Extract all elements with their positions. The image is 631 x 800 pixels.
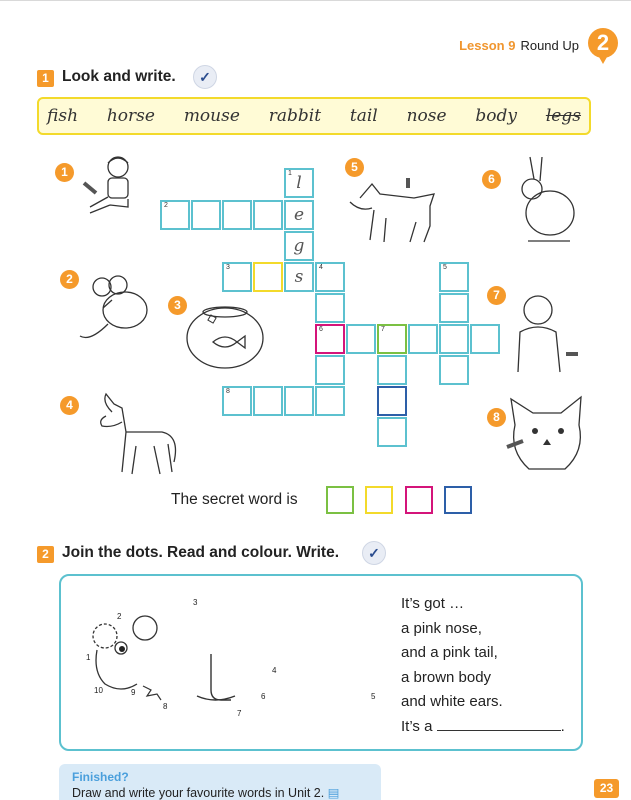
crossword-cell[interactable] <box>346 324 376 354</box>
riddle-text <box>401 592 565 739</box>
lesson-header <box>459 38 579 53</box>
dot-number: 10 <box>94 686 103 695</box>
word-bank-word: mouse <box>183 106 240 126</box>
crossword-cell-secret-magenta[interactable]: 6 <box>315 324 345 354</box>
dot-number: 5 <box>371 692 376 701</box>
crossword-cell[interactable] <box>470 324 500 354</box>
word-bank-word: fish <box>47 106 79 126</box>
finished-text: Draw and write your favourite words in Unit 2. ▤ <box>72 786 340 800</box>
picture-number-badge: 1 <box>55 163 74 182</box>
finished-title: Finished? <box>72 770 129 784</box>
secret-letter-box-magenta[interactable] <box>405 486 433 514</box>
word-bank-word: body <box>475 106 517 126</box>
crossword-cell[interactable] <box>315 386 345 416</box>
crossword-cell[interactable] <box>408 324 438 354</box>
word-bank-word: nose <box>406 106 447 126</box>
top-divider <box>0 0 631 1</box>
section-2-number: 2 <box>37 546 54 563</box>
riddle-line: a brown body <box>401 668 492 686</box>
dot-number: 3 <box>193 598 198 607</box>
word-bank-word: tail <box>349 106 378 126</box>
crossword-cell[interactable] <box>284 386 314 416</box>
crossword-cell[interactable] <box>191 200 221 230</box>
dot-number: 1 <box>86 653 91 662</box>
crossword-cell[interactable] <box>315 293 345 323</box>
picture-number-badge: 6 <box>482 170 501 189</box>
picture-number-badge: 8 <box>487 408 506 427</box>
dot-number: 6 <box>261 692 266 701</box>
crossword-cell[interactable] <box>439 293 469 323</box>
crossword-cell[interactable]: 1 l <box>284 168 314 198</box>
riddle-line: and a pink tail, <box>401 644 498 661</box>
crossword-cell[interactable] <box>377 417 407 447</box>
crossword-cell[interactable] <box>439 355 469 385</box>
crossword-cell[interactable] <box>222 200 252 230</box>
secret-letter-box-blue[interactable] <box>444 486 472 514</box>
unit-badge: 2 <box>588 28 618 58</box>
boy-illustration <box>510 292 580 374</box>
section-2-title: Join the dots. Read and colour. Write. <box>62 544 340 561</box>
crossword-cell[interactable] <box>439 324 469 354</box>
picture-number-badge: 7 <box>487 286 506 305</box>
answer-period: . <box>560 717 565 735</box>
crossword-cell[interactable]: 3 <box>222 262 252 292</box>
picture-number-badge: 5 <box>345 158 364 177</box>
check-icon: ✓ <box>193 65 217 89</box>
girl-sitting-illustration <box>80 155 140 220</box>
riddle-line: and white ears. <box>401 693 503 710</box>
lesson-title: Round Up <box>520 38 579 53</box>
picture-number-badge: 3 <box>168 296 187 315</box>
secret-letter-box-green[interactable] <box>326 486 354 514</box>
crossword-cell[interactable]: 5 <box>439 262 469 292</box>
fish-bowl-illustration <box>185 300 265 370</box>
dot-number: 7 <box>237 709 242 718</box>
dog-illustration <box>350 178 440 246</box>
dot-number: 4 <box>272 666 277 675</box>
crossword-cell-secret-blue[interactable] <box>377 386 407 416</box>
word-bank-word: horse <box>106 106 155 126</box>
dot-number: 2 <box>117 612 122 621</box>
section-1-number: 1 <box>37 70 54 87</box>
crossword-cell[interactable]: 2 <box>160 200 190 230</box>
secret-word-label: The secret word is <box>171 491 298 508</box>
word-bank-word: rabbit <box>268 106 322 126</box>
crossword-cell[interactable]: 4 <box>315 262 345 292</box>
answer-blank[interactable] <box>437 716 561 731</box>
dot-number: 8 <box>163 702 168 711</box>
crossword-cell[interactable] <box>315 355 345 385</box>
crossword-cell[interactable]: s <box>284 262 314 292</box>
crossword-cell[interactable] <box>253 386 283 416</box>
crossword-cell-secret-green[interactable]: 7 <box>377 324 407 354</box>
crossword-cell[interactable]: e <box>284 200 314 230</box>
notebook-icon: ▤ <box>327 786 340 800</box>
picture-number-badge: 2 <box>60 270 79 289</box>
crossword-cell[interactable]: 8 <box>222 386 252 416</box>
mouse-illustration <box>80 272 155 347</box>
crossword-cell[interactable]: g <box>284 231 314 261</box>
rabbit-illustration <box>510 155 580 247</box>
dot-to-dot-drawing <box>85 598 335 728</box>
riddle-line: It’s got … <box>401 595 465 612</box>
page-number: 23 <box>594 779 619 798</box>
riddle-line: It’s a <box>401 717 433 735</box>
cat-illustration <box>505 395 590 475</box>
word-bank <box>37 97 591 135</box>
check-icon: ✓ <box>362 541 386 565</box>
horse-illustration <box>92 392 182 482</box>
lesson-label: Lesson 9 <box>459 38 516 53</box>
crossword-cell[interactable] <box>253 200 283 230</box>
section-1-title: Look and write. <box>62 68 176 85</box>
riddle-answer-line <box>401 715 565 740</box>
word-bank-word-crossed: legs <box>545 106 581 126</box>
picture-number-badge: 4 <box>60 396 79 415</box>
dot-number: 9 <box>131 688 136 697</box>
secret-letter-box-yellow[interactable] <box>365 486 393 514</box>
crossword-cell-secret-yellow[interactable] <box>253 262 283 292</box>
riddle-line: a pink nose, <box>401 619 482 637</box>
crossword-cell[interactable] <box>377 355 407 385</box>
